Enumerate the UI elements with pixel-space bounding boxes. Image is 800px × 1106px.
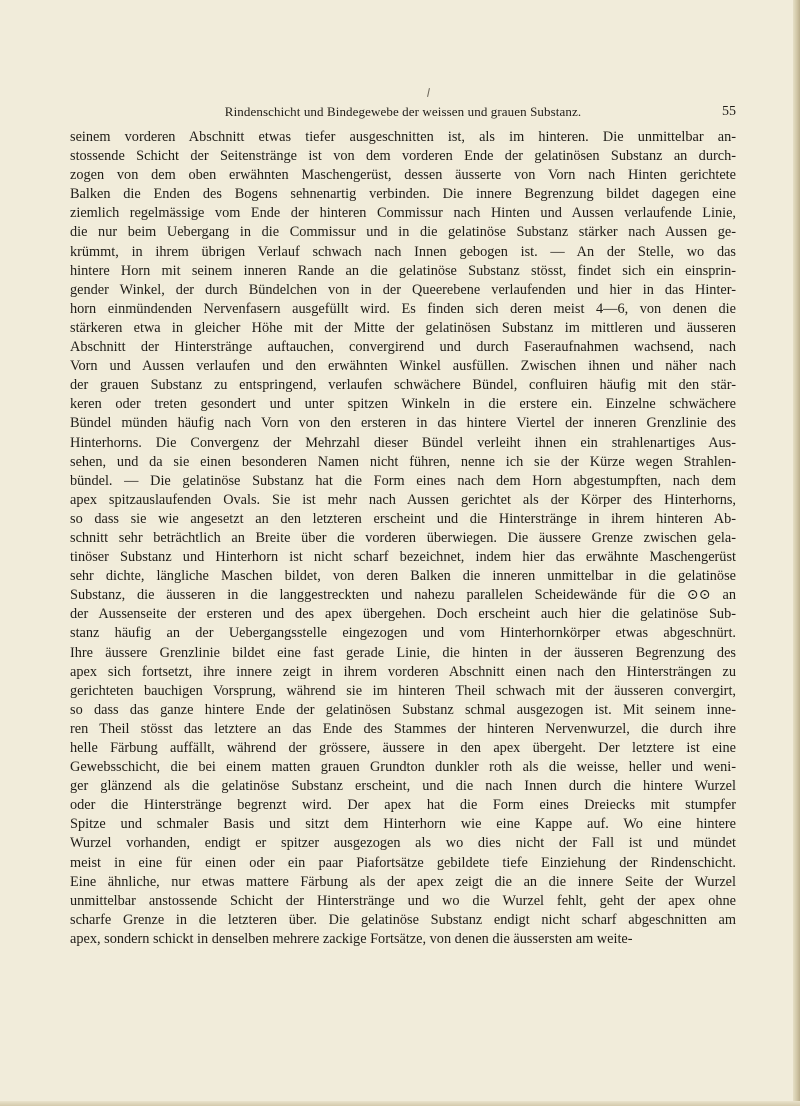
text-line: bündel. — Die gelatinöse Substanz hat die Form eines nach dem Horn abgestumpften, nach dem	[70, 472, 736, 489]
text-line: Gewebsschicht, die bei einem matten grauen Grundton dunkler roth als die weisse, heller und weni-	[70, 759, 736, 776]
text-line: apex, sondern schickt in denselben mehrere zackige Fortsätze, von denen die äussersten am weite-	[70, 930, 633, 947]
text-line: Ihre äussere Grenzlinie bildet eine fast gerade Linie, die hinten in der äusseren Begrenzung des	[70, 644, 736, 661]
text-line: horn einmündenden Nervenfasern ausgefüllt wird. Es finden sich deren meist 4—6, von denen die	[70, 300, 736, 317]
text-line: apex spitzauslaufenden Ovals. Sie ist mehr nach Aussen gerichtet als der Körper des Hinterhorns,	[70, 491, 736, 508]
text-line: scharfe Grenze in die letzteren über. Die gelatinöse Substanz endigt nicht scharf abgeschnitten am	[70, 911, 736, 928]
text-line: Bündel münden häufig nach Vorn von den ersteren in das hintere Viertel der inneren Grenzlinie des	[70, 415, 736, 432]
text-line: seinem vorderen Abschnitt etwas tiefer ausgeschnitten ist, als im hinteren. Die unmittelbar an-	[70, 129, 736, 145]
text-line: der Aussenseite der ersteren und des apex übergehen. Doch erscheint auch hier die gelatinöse Sub-	[70, 606, 736, 623]
text-line: apex sich fortsetzt, ihre innere zeigt in ihrem vorderen Abschnitt einen nach den Hintersträngen zu	[70, 663, 736, 680]
text-line: zogen von dem oben erwähnten Maschengerüst, dessen äusserte von Vorn nach Hinten gerichtete	[70, 167, 736, 184]
text-line: unmittelbar anstossende Schicht der Hinterstränge und wo die Wurzel fehlt, geht der apex ohne	[70, 892, 736, 909]
text-line: Eine ähnliche, nur etwas mattere Färbung als der apex zeigt die an die innere Seite der Wurzel	[70, 873, 736, 890]
running-title: Rindenschicht und Bindegewebe der weissen und grauen Substanz.	[224, 104, 582, 119]
stray-pen-mark	[427, 88, 430, 97]
text-line: Substanz, die äusseren in die langgestreckten und nahezu parallelen Scheidewände für die ⊙⊙ an	[70, 587, 736, 604]
text-line: so dass das ganze hintere Ende der gelatinösen Substanz schmal ausgezogen ist. Mit seinem inne-	[70, 701, 736, 718]
text-line: Balken die Enden des Bogens sehnenartig verbinden. Die innere Begrenzung bildet dagegen eine	[70, 186, 736, 203]
text-line: Spitze und schmaler Basis und sitzt dem Hinterhorn wie eine Kappe auf. Wo eine hintere	[70, 816, 736, 833]
text-line: stanz häufig an der Uebergangsstelle eingezogen und vom Hinterhornkörper etwas abgeschnürt.	[70, 625, 736, 642]
page-number: 55	[722, 104, 736, 119]
text-line: meist in eine für einen oder ein paar Piafortsätze gebildete tiefe Einziehung der Rindenschicht.	[70, 854, 736, 871]
text-line: sehen, und da sie einen besonderen Namen nicht führen, nenne ich sie der Kürze wegen Strahlen-	[70, 453, 736, 470]
body-text	[70, 128, 736, 949]
text-line: die nur beim Uebergang in die Commissur und in die gelatinöse Substanz stärker nach Aussen ge-	[70, 224, 736, 241]
text-line: helle Färbung auffällt, während der grössere, äussere in den apex übergeht. Der letztere ist eine	[70, 740, 736, 756]
text-line: gender Winkel, der durch Bündelchen von in der Queerebene verlaufenden und hier in das Hinter-	[70, 281, 736, 298]
text-line: oder die Hinterstränge begrenzt wird. Der apex hat die Form eines Dreiecks mit stumpfer	[70, 797, 736, 814]
text-line: stärkeren etwa in gleicher Höhe mit der Mitte der gelatinösen Substanz im mittleren und äusseren	[70, 319, 736, 336]
text-line: tinöser Substanz und Hinterhorn ist nicht scharf bezeichnet, indem hier das erwähnte Maschengerüst	[70, 549, 736, 566]
page-header	[70, 104, 736, 124]
text-line: Vorn und Aussen verlaufen und den erwähnten Winkel ausfüllen. Zwischen ihnen und näher nach	[70, 358, 736, 375]
text-line: stossende Schicht der Seitenstränge ist von dem vorderen Ende der gelatinösen Substanz an durch-	[70, 148, 736, 165]
text-line: krümmt, in ihrem übrigen Verlauf schwach nach Innen gebogen ist. — An der Stelle, wo das	[70, 243, 736, 260]
text-line: ren Theil stösst das letztere an das Ende des Stammes der hinteren Nervenwurzel, die durch ihre	[70, 720, 736, 737]
text-line: der grauen Substanz zu entspringend, verlaufen schwächere Bündel, confluiren häufig mit den stär-	[70, 377, 736, 394]
page-bottom-edge	[0, 1101, 800, 1106]
text-line: Abschnitt der Hinterstränge auftauchen, convergirend und durch Faseraufnahmen wachsend, nach	[70, 339, 736, 356]
text-line: so dass sie wie angesetzt an den letzteren erscheint und die Hinterstränge in ihrem hinteren Ab-	[70, 510, 736, 527]
text-line: Wurzel vorhanden, endigt er spitzer ausgezogen als wo dies nicht der Fall ist und mündet	[70, 835, 736, 852]
text-line: hintere Horn mit seinem inneren Rande an die gelatinöse Substanz stösst, findet sich ein einsprin-	[70, 262, 736, 279]
text-line: keren oder treten gesondert und unter spitzen Winkeln in die erstere ein. Einzelne schwächere	[70, 396, 736, 413]
text-line: schnitt sehr beträchtlich an Breite über die vorderen überwiegen. Die äussere Grenze zwischen gela-	[70, 529, 736, 546]
text-line: ziemlich regelmässige vom Ende der hinteren Commissur nach Hinten und Aussen verlaufende Linie,	[70, 205, 736, 222]
text-line: Hinterhorns. Die Convergenz der Mehrzahl dieser Bündel verleiht ihnen ein strahlenartiges Aus-	[70, 434, 736, 451]
text-line: sehr dichte, längliche Maschen bildet, von deren Balken die inneren unmittelbar in die gelatinöse	[70, 568, 736, 585]
page-right-edge	[793, 0, 800, 1106]
text-line: ger glänzend als die gelatinöse Substanz erscheint, und die nach Innen durch die hintere Wurzel	[70, 778, 736, 795]
text-line: gerichteten bauchigen Vorsprung, während sie im hinteren Theil schwach mit der äusseren convergirt,	[70, 682, 736, 699]
